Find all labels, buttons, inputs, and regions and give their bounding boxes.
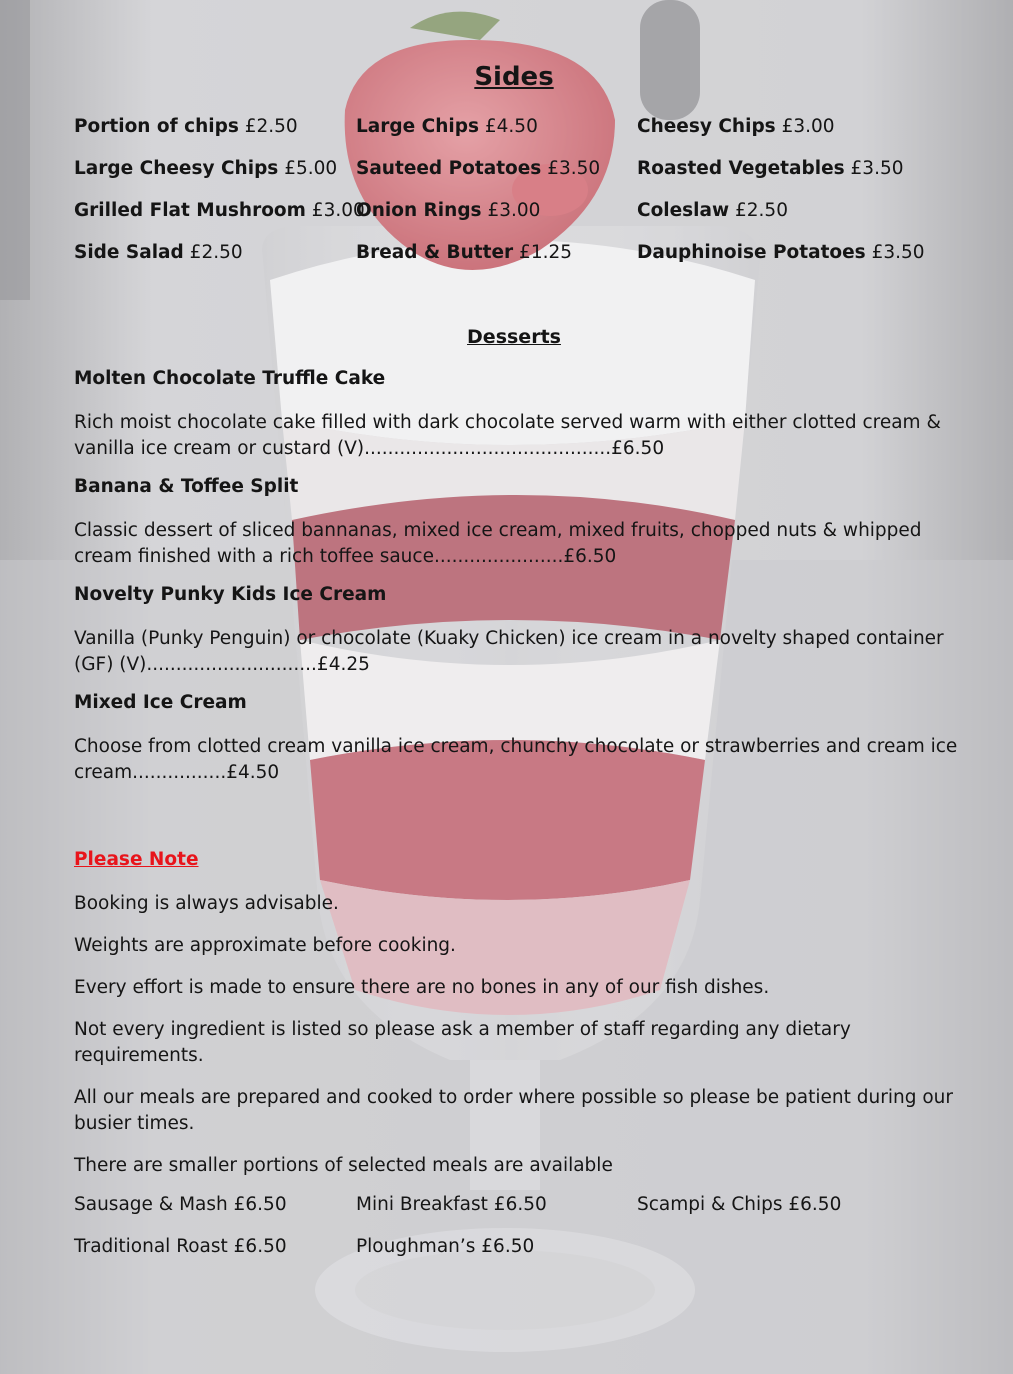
dessert-item bbox=[74, 692, 964, 786]
smaller-portion-item: Ploughman’s £6.50 bbox=[356, 1236, 535, 1257]
dessert-item bbox=[74, 476, 964, 570]
dessert-name: Novelty Punky Kids Ice Cream bbox=[74, 584, 387, 605]
side-item: Bread & Butter £1.25 bbox=[356, 242, 573, 263]
sides-heading: Sides bbox=[474, 62, 554, 92]
side-item: Dauphinoise Potatoes £3.50 bbox=[637, 242, 925, 263]
side-item: Grilled Flat Mushroom £3.00 bbox=[74, 200, 365, 221]
desserts-heading: Desserts bbox=[467, 326, 561, 348]
smaller-portion-item: Scampi & Chips £6.50 bbox=[637, 1194, 842, 1215]
smaller-portion-item: Traditional Roast £6.50 bbox=[74, 1236, 287, 1257]
dessert-name: Mixed Ice Cream bbox=[74, 692, 247, 713]
side-item: Cheesy Chips £3.00 bbox=[637, 116, 835, 137]
side-item: Sauteed Potatoes £3.50 bbox=[356, 158, 601, 179]
dessert-description: Choose from clotted cream vanilla ice cream, chunchy chocolate or strawberries and cream ice cream................£4.50 bbox=[74, 736, 958, 783]
note-line: All our meals are prepared and cooked to order where possible so please be patient during our busier times. bbox=[74, 1087, 953, 1134]
please-note-section bbox=[74, 849, 964, 1195]
desserts-list bbox=[74, 368, 964, 800]
please-note-heading: Please Note bbox=[74, 849, 199, 870]
smaller-portion-item: Mini Breakfast £6.50 bbox=[356, 1194, 547, 1215]
side-item: Onion Rings £3.00 bbox=[356, 200, 541, 221]
dessert-description: Classic dessert of sliced bannanas, mixed ice cream, mixed fruits, chopped nuts & whipped cream finished with a rich toffee sauce......................£6.50 bbox=[74, 520, 922, 567]
note-line: Every effort is made to ensure there are no bones in any of our fish dishes. bbox=[74, 977, 770, 998]
side-item: Portion of chips £2.50 bbox=[74, 116, 298, 137]
dessert-description: Rich moist chocolate cake filled with dark chocolate served warm with either clotted cream & vanilla ice cream or custard (V)..........................................£6.50 bbox=[74, 412, 941, 459]
sides-list bbox=[74, 116, 974, 284]
dessert-item bbox=[74, 368, 964, 462]
side-item: Roasted Vegetables £3.50 bbox=[637, 158, 904, 179]
dessert-item bbox=[74, 584, 964, 678]
note-line: Not every ingredient is listed so please ask a member of staff regarding any dietary requirements. bbox=[74, 1019, 851, 1066]
dessert-description: Vanilla (Punky Penguin) or chocolate (Kuaky Chicken) ice cream in a novelty shaped container (GF) (V).............................£4.25 bbox=[74, 628, 944, 675]
side-item: Large Cheesy Chips £5.00 bbox=[74, 158, 338, 179]
side-item: Coleslaw £2.50 bbox=[637, 200, 788, 221]
smaller-portion-item: Sausage & Mash £6.50 bbox=[74, 1194, 287, 1215]
note-line: Booking is always advisable. bbox=[74, 893, 339, 914]
dessert-name: Banana & Toffee Split bbox=[74, 476, 299, 497]
note-line: There are smaller portions of selected meals are available bbox=[74, 1155, 613, 1176]
side-item: Large Chips £4.50 bbox=[356, 116, 538, 137]
smaller-portions-list bbox=[74, 1194, 974, 1278]
note-line: Weights are approximate before cooking. bbox=[74, 935, 456, 956]
side-item: Side Salad £2.50 bbox=[74, 242, 243, 263]
dessert-name: Molten Chocolate Truffle Cake bbox=[74, 368, 386, 389]
